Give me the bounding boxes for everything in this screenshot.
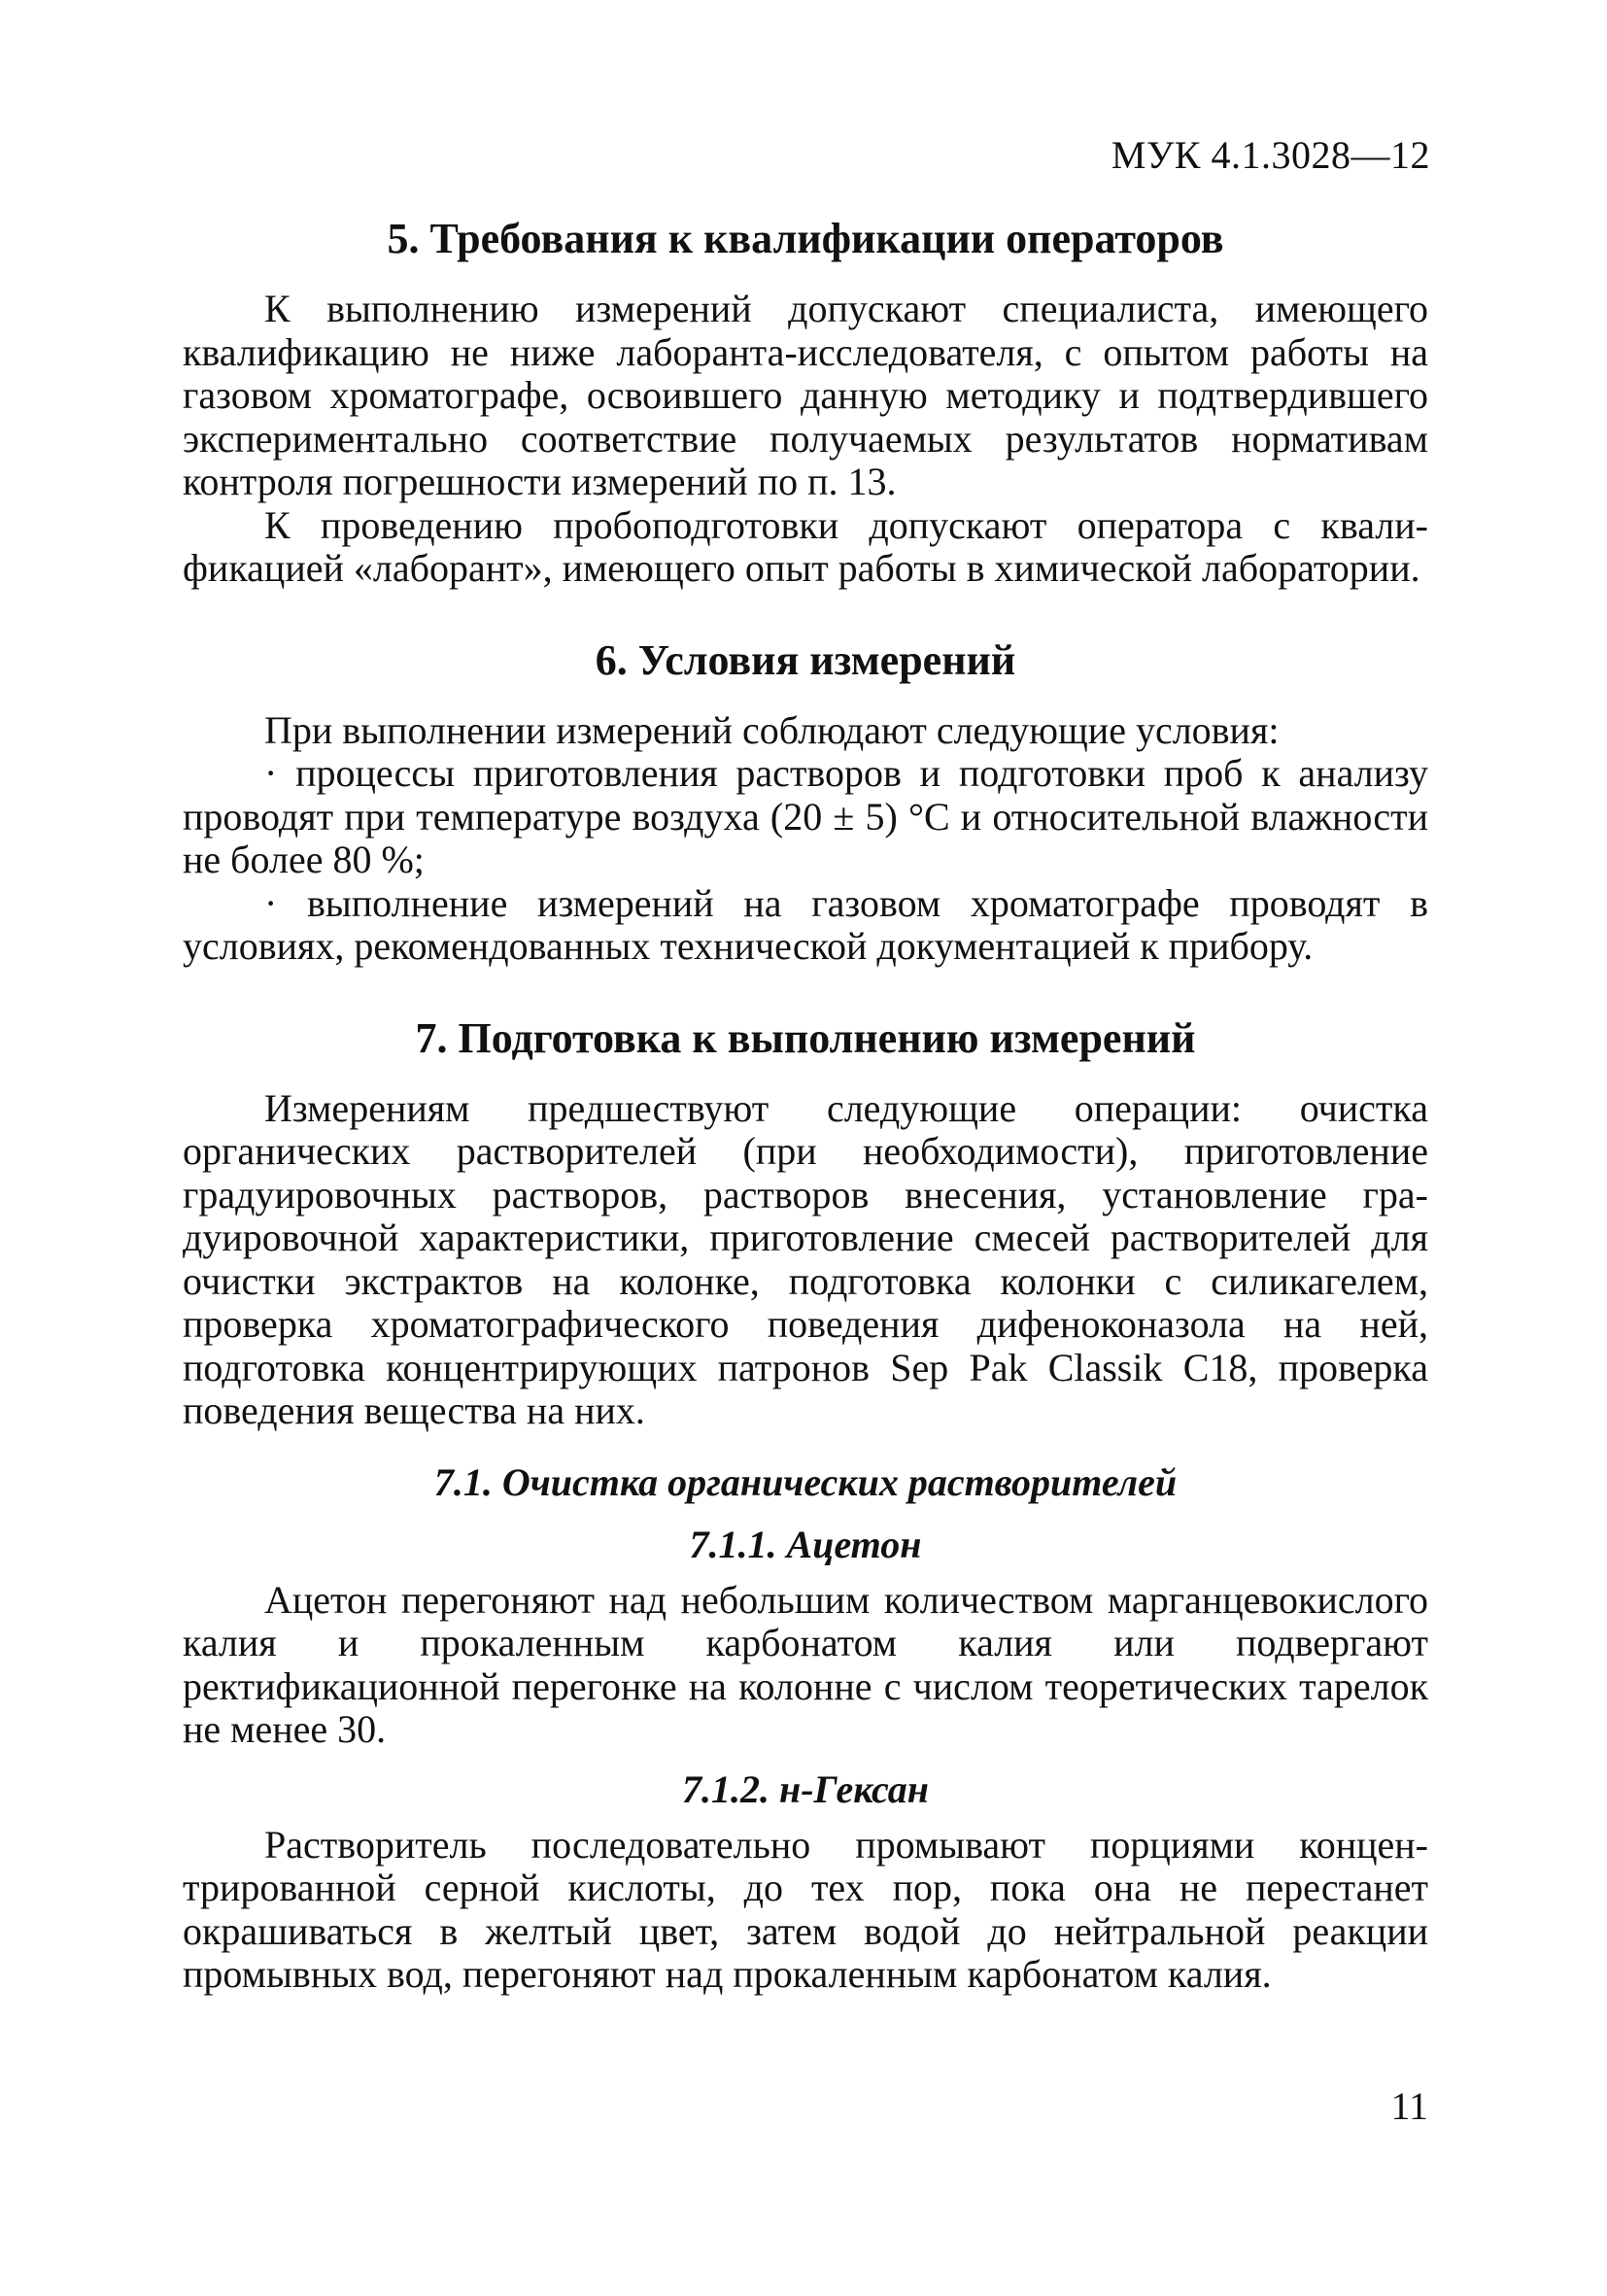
bullet-item: · выполнение измерений на газовом хроматографе проводят в условиях, рекомендованных технической документацией к прибору. — [183, 880, 1428, 968]
paragraph: Измерениям предшествуют следующие операции: очистка органических растворителей (при необходимости), приготовление градуировочных растворов, растворов внесения, установление градуировочной характеристики, приготовление смесей растворителей для очистки экстрактов на колонке, подготовка колонки с силикагелем, проверка хроматографического поведения дифеноконазола на ней, подготовка концентрирующих патронов Sep Pak Classik C18, проверка поведения вещества на них. — [183, 1085, 1428, 1432]
section-title: 6. Условия измерений — [595, 635, 1016, 684]
section-measurement-conditions — [183, 634, 1428, 969]
subsubsection-title: 7.1.2. н-Гексан — [682, 1766, 929, 1811]
section-operator-qualification — [183, 212, 1428, 591]
section-measurement-preparation — [183, 1011, 1428, 1997]
paragraph: Ацетон перегоняют над небольшим количеством марганцевокислого калия и прокаленным карбонатом калия или подвергают ректификационной перегонке на колонне с числом теоретических тарелок не менее 30. — [183, 1577, 1428, 1751]
paragraph: К выполнению измерений допускают специалиста, имеющего квалификацию не ниже лаборанта-исследователя, с опытом работы на газовом хроматографе, освоившего данную методику и подтвердившего экспериментально соответствие получаемых результатов нормативам контроля погрешности измерений по п. 13. — [183, 287, 1428, 503]
page-content — [183, 212, 1428, 1997]
paragraph: К проведению пробоподготовки допускают оператора с квалификацией «лаборант», имеющего опыт работы в химической лаборатории. — [183, 502, 1428, 590]
bullet-item: · процессы приготовления растворов и подготовки проб к анализу проводят при температуре воздуха (20 ± 5) °С и относительной влажности не более 80 %; — [183, 751, 1428, 881]
paragraph: При выполнении измерений соблюдают следующие условия: — [264, 707, 1280, 752]
document-code-header: МУК 4.1.3028—12 — [1111, 133, 1430, 177]
subsection-title: 7.1. Очистка органических растворителей — [433, 1459, 1178, 1504]
paragraph: Растворитель последовательно промывают порциями концентрированной серной кислоты, до тех пор, пока она не перестанет окрашиваться в желтый цвет, затем водой до нейтральной реакции промывных вод, перегоняют над прокаленным карбонатом калия. — [183, 1822, 1428, 1996]
subsubsection-title: 7.1.1. Ацетон — [689, 1522, 922, 1566]
page-number: 11 — [1390, 2084, 1428, 2128]
section-title: 5. Требования к квалификации операторов — [387, 215, 1224, 262]
section-title: 7. Подготовка к выполнению измерений — [415, 1013, 1196, 1062]
